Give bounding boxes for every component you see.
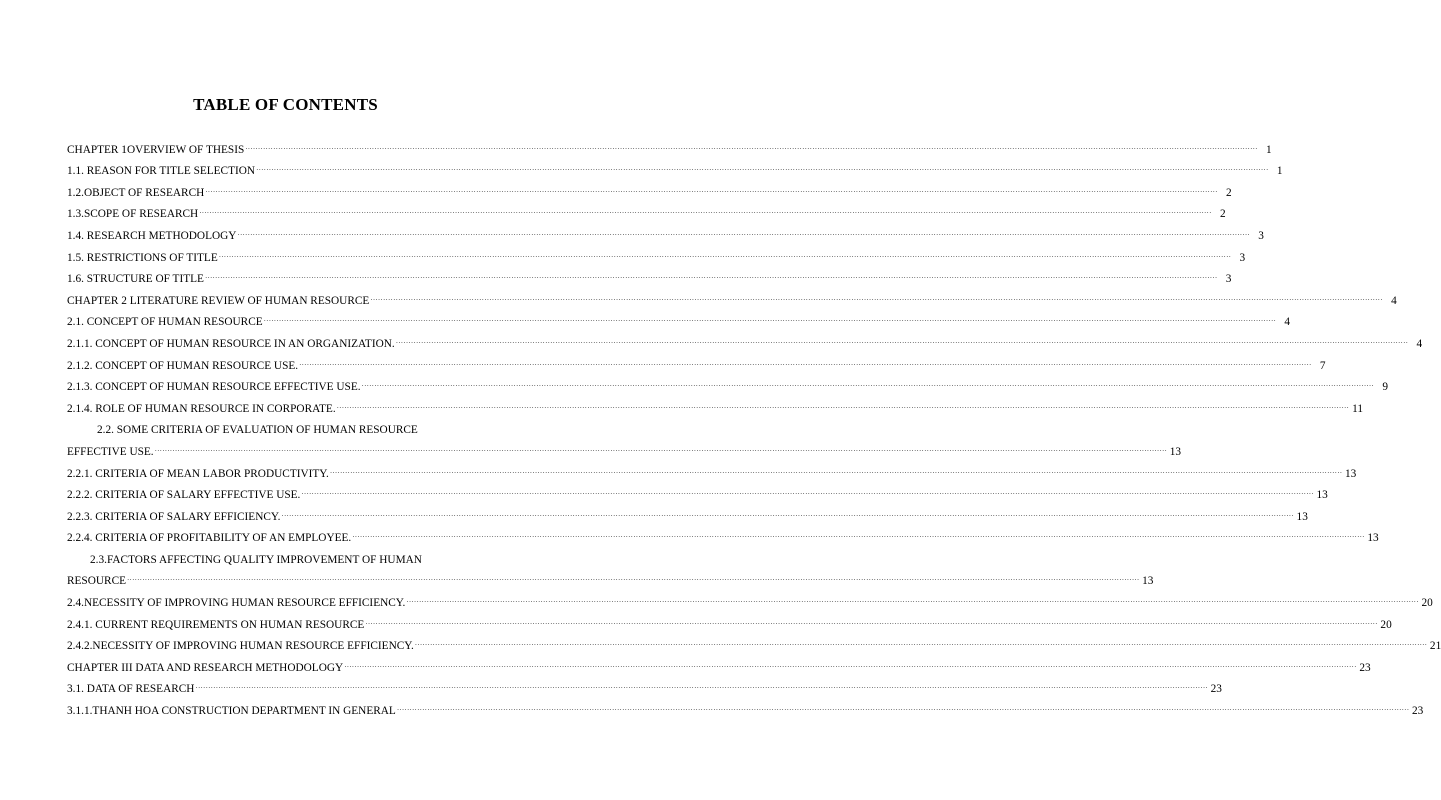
toc-entry[interactable] <box>67 156 1283 178</box>
toc-entry[interactable] <box>67 566 1154 588</box>
toc-entry-text: 1.3.SCOPE OF RESEARCH <box>67 208 199 221</box>
toc-leader-dots: ················································································································································································································································································································································································································ <box>281 511 1294 520</box>
toc-leader-dots: ················································································································································································································································································································································································································ <box>204 274 1218 283</box>
toc-entry-text: 3.1. DATA OF RESEARCH <box>67 683 195 696</box>
toc-leader-dots: ················································································································································································································································································································································································································ <box>218 252 1232 261</box>
toc-leader-dots: ················································································································································································································································································································································································································ <box>406 598 1419 607</box>
toc-entry-text: CHAPTER 2 LITERATURE REVIEW OF HUMAN RESOURCE <box>67 294 370 307</box>
toc-entry[interactable] <box>67 350 1326 372</box>
toc-leader-dots: ················································································································································································································································································································································································································ <box>299 360 1312 369</box>
toc-leader-dots: ················································································································································································································································································································································································································ <box>365 619 1378 628</box>
toc-entry-text: 2.4.NECESSITY OF IMPROVING HUMAN RESOURCE EFFICIENCY. <box>67 597 406 610</box>
toc-leader-dots: ················································································································································································································································································································································································································ <box>396 706 1410 715</box>
toc-leader-dots: ················································································································································································································································································································································································································ <box>205 187 1218 196</box>
toc-entry-text: 1.1. REASON FOR TITLE SELECTION <box>67 165 256 178</box>
toc-leader-dots: ················································································································································································································································································································································································································ <box>263 317 1277 326</box>
toc-leader-dots: ················································································································································································································································································································································································································ <box>395 338 1409 347</box>
toc-entry-text: 2.4.1. CURRENT REQUIREMENTS ON HUMAN RESOURCE <box>67 618 365 631</box>
toc-page-number: 13 <box>1367 532 1379 545</box>
toc-leader-dots: ················································································································································································································································································································································································································ <box>256 166 1269 175</box>
toc-entry-text: 3.1.1.THANH HOA CONSTRUCTION DEPARTMENT IN GENERAL <box>67 705 396 718</box>
toc-entry[interactable] <box>67 393 1364 415</box>
toc-leader-dots: ················································································································································································································································································································································································································ <box>361 382 1374 391</box>
toc-entry-text: 2.2.1. CRITERIA OF MEAN LABOR PRODUCTIVITY. <box>67 467 329 480</box>
toc-entry[interactable] <box>67 458 1357 480</box>
toc-entry-text: 1.6. STRUCTURE OF TITLE <box>67 273 204 286</box>
toc-page-number: 4 <box>1284 316 1291 329</box>
toc-leader-dots: ················································································································································································································································································································································································································ <box>414 641 1428 650</box>
toc-leader-dots: ················································································································································································································································································································································································································ <box>329 468 1343 477</box>
toc-page-number: 21 <box>1429 640 1441 653</box>
toc-heading-line <box>67 544 513 566</box>
toc-page-number: 20 <box>1380 618 1392 631</box>
toc-entry-text: CHAPTER 1OVERVIEW OF THESIS <box>67 143 245 156</box>
toc-leader-dots: ················································································································································································································································································································································································································ <box>344 662 1357 671</box>
toc-entry[interactable] <box>67 134 1272 156</box>
toc-entry-text: 2.2.2. CRITERIA OF SALARY EFFECTIVE USE. <box>67 489 301 502</box>
toc-leader-dots: ················································································································································································································································································································································································································ <box>154 446 1168 455</box>
toc-page-number: 23 <box>1359 661 1371 674</box>
toc-entry-text: 2.1.4. ROLE OF HUMAN RESOURCE IN CORPORATE. <box>67 402 336 415</box>
toc-leader-dots: ················································································································································································································································································································································································································ <box>237 230 1250 239</box>
toc-page-number: 11 <box>1352 402 1364 415</box>
toc-entry[interactable] <box>67 587 1433 610</box>
toc-entry[interactable] <box>67 264 1232 286</box>
toc-page-number: 2 <box>1226 186 1232 199</box>
toc-entry-text: 1.5. RESTRICTIONS OF TITLE <box>67 251 218 264</box>
toc-heading-line <box>67 415 513 437</box>
toc-leader-dots: ················································································································································································································································································································································································································ <box>336 403 1350 412</box>
toc-entry[interactable] <box>67 328 1423 350</box>
toc-entry[interactable] <box>67 631 1441 653</box>
toc-entry-text: EFFECTIVE USE. <box>67 445 154 458</box>
toc-page-number: 4 <box>1416 337 1423 350</box>
toc-entry-text: 2.2.3. CRITERIA OF SALARY EFFICIENCY. <box>67 510 281 523</box>
toc-entry-text: 2.3.FACTORS AFFECTING QUALITY IMPROVEMENT OF HUMAN <box>90 553 422 566</box>
toc-entry[interactable] <box>67 285 1397 307</box>
toc-page-number: 1 <box>1276 165 1283 178</box>
toc-entry[interactable] <box>67 242 1246 264</box>
toc-entry-text: 2.2. SOME CRITERIA OF EVALUATION OF HUMAN RESOURCE <box>97 424 418 437</box>
toc-page-number: 13 <box>1296 510 1308 523</box>
toc-entry[interactable] <box>67 695 1424 718</box>
toc-page-number: 20 <box>1421 597 1433 610</box>
toc-entry-text: RESOURCE <box>67 575 127 588</box>
toc-page-number: 2 <box>1219 208 1226 221</box>
toc-entry[interactable] <box>67 523 1379 545</box>
toc-entry[interactable] <box>67 372 1388 394</box>
toc-entry-text: CHAPTER III DATA AND RESEARCH METHODOLOGY <box>67 661 344 674</box>
toc-entry-text: 2.1. CONCEPT OF HUMAN RESOURCE <box>67 316 263 329</box>
toc-page-number: 13 <box>1142 575 1154 588</box>
toc-entry-text: 2.2.4. CRITERIA OF PROFITABILITY OF AN EMPLOYEE. <box>67 532 352 545</box>
toc-entry[interactable] <box>67 220 1264 242</box>
toc-entry[interactable] <box>67 652 1371 674</box>
toc-leader-dots: ················································································································································································································································································································································································································ <box>195 684 1208 693</box>
toc-leader-dots: ················································································································································································································································································································································································································ <box>301 490 1314 499</box>
toc-page-number: 3 <box>1225 273 1232 286</box>
toc-page-number: 3 <box>1239 251 1246 264</box>
toc-page-number: 23 <box>1210 683 1222 696</box>
toc-page-number: 3 <box>1258 229 1264 242</box>
toc-entry[interactable] <box>67 307 1291 329</box>
toc-page-number: 1 <box>1266 143 1272 156</box>
toc-entry[interactable] <box>67 199 1226 221</box>
toc-entry[interactable] <box>67 501 1308 523</box>
toc-page-number: 9 <box>1382 381 1388 394</box>
toc-leader-dots: ················································································································································································································································································································································································································ <box>370 295 1383 304</box>
toc-leader-dots: ················································································································································································································································································································································································································ <box>352 533 1365 542</box>
toc-entry[interactable] <box>67 674 1222 696</box>
toc-entry[interactable] <box>67 436 1182 458</box>
toc-entry-text: 2.4.2.NECESSITY OF IMPROVING HUMAN RESOURCE EFFICIENCY. <box>67 640 414 653</box>
toc-leader-dots: ················································································································································································································································································································································································································ <box>245 144 1258 153</box>
toc-list <box>67 134 1441 718</box>
toc-page-number: 23 <box>1411 705 1424 718</box>
toc-page-number: 13 <box>1344 467 1357 480</box>
toc-entry[interactable] <box>67 177 1232 199</box>
toc-page-number: 13 <box>1316 489 1328 502</box>
toc-leader-dots: ················································································································································································································································································································································································································ <box>199 209 1212 218</box>
toc-entry-text: 2.1.3. CONCEPT OF HUMAN RESOURCE EFFECTIVE USE. <box>67 381 361 394</box>
toc-entry-text: 1.4. RESEARCH METHODOLOGY <box>67 229 237 242</box>
toc-leader-dots: ················································································································································································································································································································································································································ <box>127 576 1140 585</box>
toc-entry[interactable] <box>67 609 1392 631</box>
page-title: TABLE OF CONTENTS <box>193 95 378 114</box>
toc-page-number: 7 <box>1319 359 1326 372</box>
toc-entry-text: 2.1.2. CONCEPT OF HUMAN RESOURCE USE. <box>67 359 299 372</box>
toc-page-number: 13 <box>1169 445 1182 458</box>
toc-entry[interactable] <box>67 480 1328 502</box>
toc-page-number: 4 <box>1391 294 1397 307</box>
toc-entry-text: 1.2.OBJECT OF RESEARCH <box>67 186 205 199</box>
toc-entry-text: 2.1.1. CONCEPT OF HUMAN RESOURCE IN AN ORGANIZATION. <box>67 337 395 350</box>
